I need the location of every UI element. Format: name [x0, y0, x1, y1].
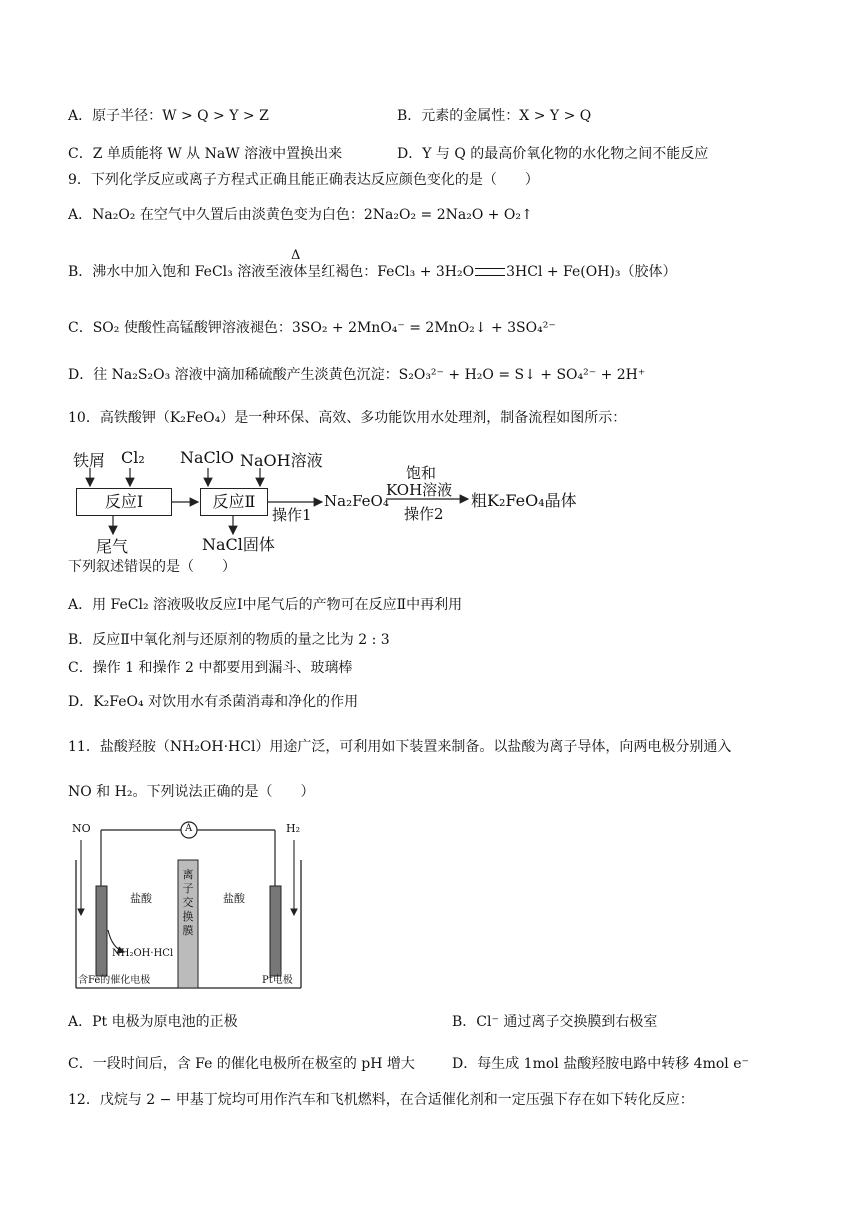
q11-option-b: B．Cl⁻ 通过离子交换膜到右极室 — [452, 1014, 658, 1030]
q9-option-a — [68, 205, 533, 225]
q9-option-d — [68, 365, 645, 385]
cell-electrode-right: Pt电极 — [262, 975, 293, 986]
q12-stem: 12．戊烷与 2 − 甲基丁烷均可用作汽车和飞机燃料，在合适催化剂和一定压强下存在如下转化反应： — [68, 1092, 694, 1108]
q9-option-c-equation: 3SO₂ + 2MnO₄⁻ = 2MnO₂↓ + 3SO₄²⁻ — [291, 320, 556, 336]
q11-cell-diagram — [72, 820, 308, 990]
membrane-char: 离 — [182, 868, 194, 881]
flow-reagent-top: 饱和 — [406, 464, 437, 482]
q10-option-c: C．操作 1 和操作 2 中都要用到漏斗、玻璃棒 — [68, 660, 353, 676]
q11-option-a: A．Pt 电极为原电池的正极 — [68, 1014, 238, 1030]
q10-stem: 10．高铁酸钾（K₂FeO₄）是一种环保、高效、多功能饮用水处理剂，制备流程如图所示： — [68, 410, 627, 426]
q8-option-d: D．Y 与 Q 的最高价氧化物的水化物之间不能反应 — [397, 146, 709, 162]
q10-option-a: A．用 FeCl₂ 溶液吸收反应Ⅰ中尾气后的产物可在反应Ⅱ中再利用 — [68, 597, 463, 613]
flow-product-crude-k2feo4: 粗K₂FeO₄晶体 — [471, 491, 577, 510]
q8-option-b: B．元素的金属性：X > Y > Q — [397, 108, 592, 124]
q9-option-c — [68, 318, 556, 338]
flow-reagent-koh: KOH溶液 — [386, 481, 453, 499]
membrane-char: 换 — [182, 910, 194, 923]
q9-option-c-text: C．SO₂ 使酸性高锰酸钾溶液褪色： — [68, 320, 292, 336]
q9-option-b-text: B．沸水中加入饱和 FeCl₃ 溶液至液体呈红褐色： — [68, 264, 378, 280]
cell-acid-left: 盐酸 — [130, 892, 152, 905]
q9-option-d-equation: S₂O₃²⁻ + H₂O = S↓ + SO₄²⁻ + 2H⁺ — [398, 367, 646, 383]
cell-product-label: NH₂OH·HCl — [112, 948, 174, 959]
q9-option-a-text: A．Na₂O₂ 在空气中久置后由淡黄色变为白色： — [68, 207, 364, 223]
q11-stem-line2: NO 和 H₂。下列说法正确的是（ ） — [68, 784, 315, 800]
cell-gas-no: NO — [72, 822, 91, 835]
q9-option-b-eq-right: 3HCl + Fe(OH)₃（胶体） — [506, 264, 677, 280]
q11-option-c: C．一段时间后，含 Fe 的催化电极所在极室的 pH 增大 — [68, 1056, 415, 1072]
membrane-char: 膜 — [182, 924, 194, 937]
membrane-char: 交 — [182, 896, 194, 909]
cell-gas-h2: H₂ — [286, 822, 301, 835]
cell-membrane-label — [181, 868, 195, 938]
q9-option-d-text: D．往 Na₂S₂O₃ 溶液中滴加稀硫酸产生淡黄色沉淀： — [68, 367, 399, 383]
q9-equal-arrow — [475, 268, 505, 276]
q8-option-a: A．原子半径：W > Q > Y > Z — [68, 108, 269, 124]
q10-flow-diagram — [68, 446, 628, 556]
q9-stem: 9．下列化学反应或离子方程式正确且能正确表达反应颜色变化的是（ ） — [68, 172, 539, 188]
cell-acid-right: 盐酸 — [223, 892, 245, 905]
flow-input-cl2: Cl₂ — [121, 448, 145, 467]
flow-input-naoh: NaOH溶液 — [240, 451, 323, 470]
q8-option-c: C．Z 单质能将 W 从 NaW 溶液中置换出来 — [68, 146, 343, 162]
q9-delta-sign: Δ — [291, 248, 301, 263]
flow-output-nacl: NaCl固体 — [202, 535, 275, 554]
q9-option-b-eq-left: FeCl₃ + 3H₂O — [377, 264, 475, 280]
q10-option-d: D．K₂FeO₄ 对饮用水有杀菌消毒和净化的作用 — [68, 694, 359, 710]
q9-option-b — [68, 262, 677, 282]
flow-product-na2feo4: Na₂FeO₄ — [324, 492, 389, 510]
flow-operation-1: 操作1 — [272, 506, 312, 524]
q11-option-d: D．每生成 1mol 盐酸羟胺电路中转移 4mol e⁻ — [452, 1056, 749, 1072]
q11-stem-line1: 11．盐酸羟胺（NH₂OH·HCl）用途广泛，可利用如下装置来制备。以盐酸为离子导体，向两电极分别通入 — [68, 739, 732, 755]
cell-ammeter-label: A — [185, 823, 193, 834]
flow-input-iron: 铁屑 — [73, 451, 106, 470]
flow-input-naclo: NaClO — [180, 448, 235, 467]
q10-ask: 下列叙述错误的是（ ） — [68, 559, 236, 575]
flow-output-tail-gas: 尾气 — [96, 537, 129, 556]
membrane-char: 子 — [182, 882, 194, 895]
q9-option-a-equation: 2Na₂O₂ = 2Na₂O + O₂↑ — [363, 207, 533, 223]
flow-box-reaction-2: 反应Ⅱ — [200, 488, 268, 516]
flow-operation-2: 操作2 — [404, 505, 444, 523]
q10-option-b: B．反应Ⅱ中氧化剂与还原剂的物质的量之比为 2 : 3 — [68, 632, 390, 648]
cell-electrode-left: 含Fe的催化电极 — [78, 975, 151, 986]
flow-box-reaction-1: 反应Ⅰ — [76, 488, 172, 516]
